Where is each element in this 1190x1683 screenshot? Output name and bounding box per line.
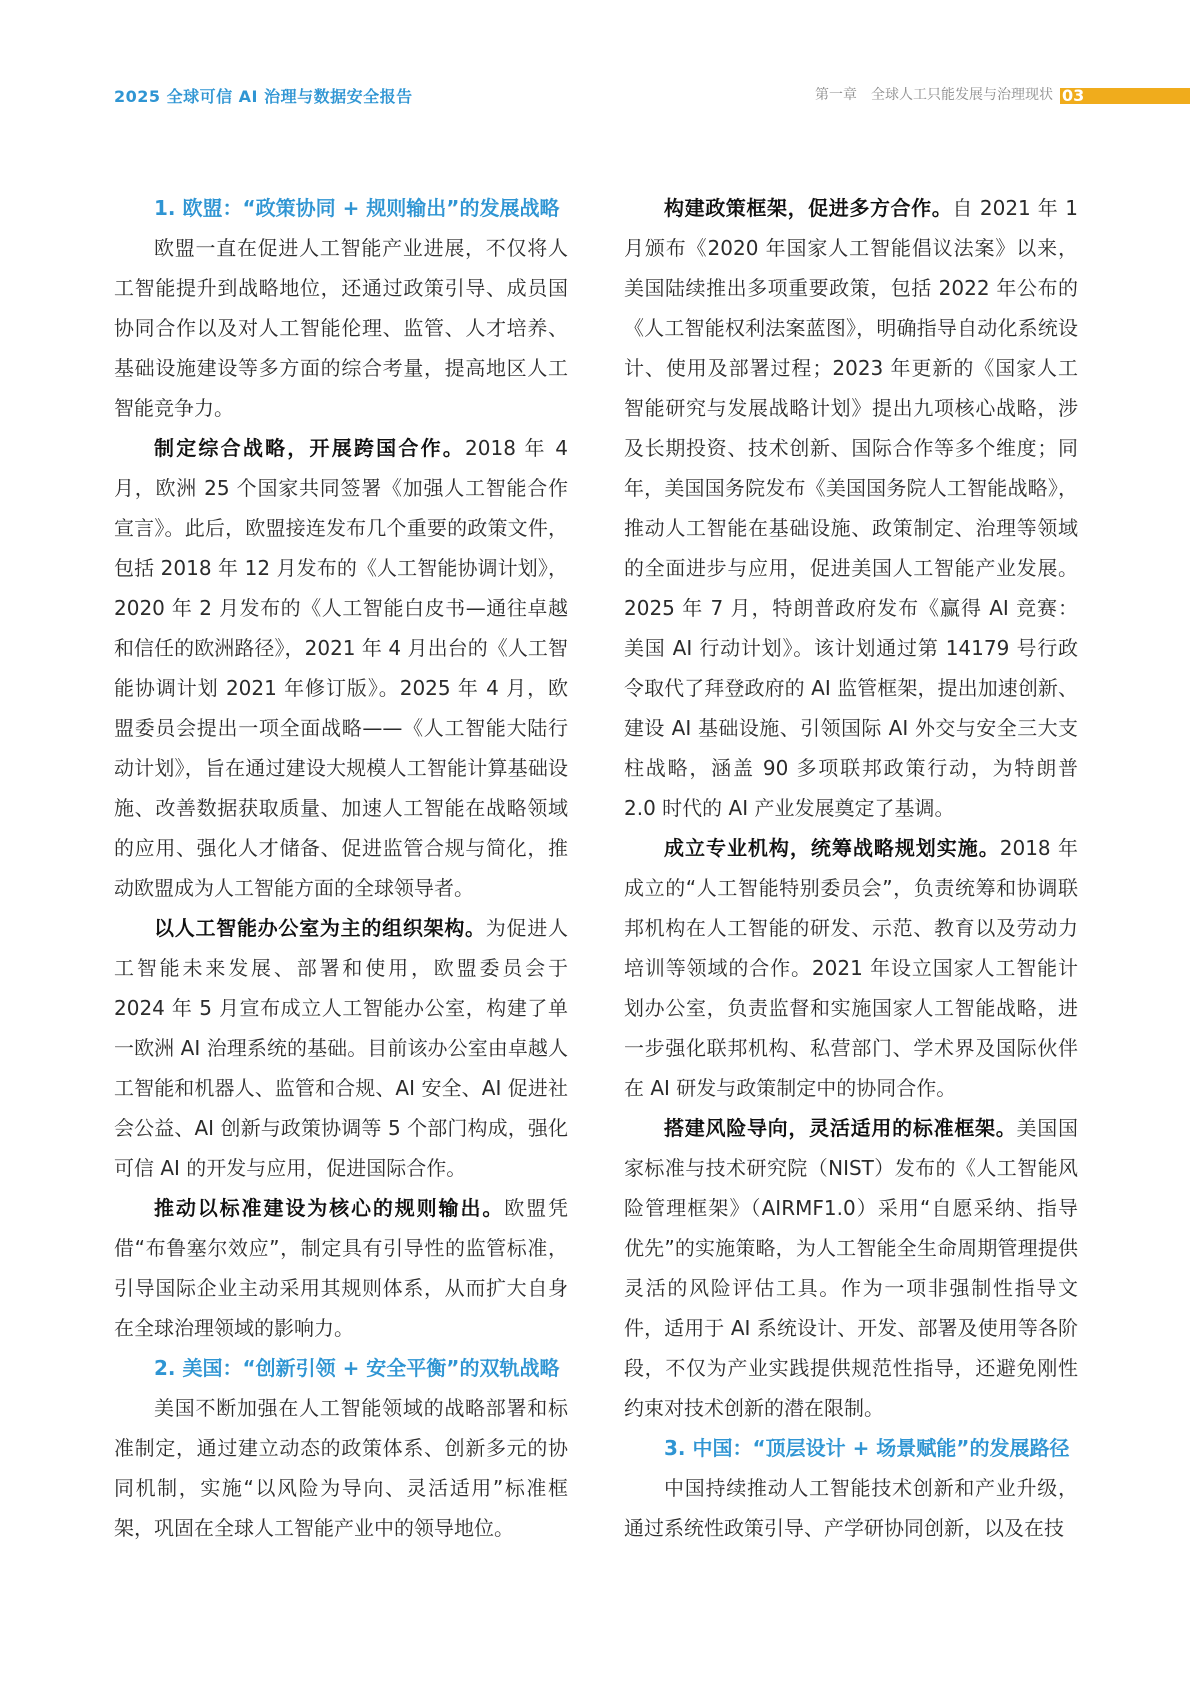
report-title: 2025 全球可信 AI 治理与数据安全报告 — [114, 87, 413, 106]
paragraph-eu-intro: 欧盟一直在促进人工智能产业进展，不仅将人工智能提升到战略地位，还通过政策引导、成员国协同合作以及对人工智能伦理、监管、人才培养、基础设施建设等多方面的综合考量，提高地区人工智能竞争力。 — [114, 236, 568, 420]
left-column — [114, 188, 568, 1548]
paragraph-body: 自 2021 年 1 月颁布《2020 年国家人工智能倡议法案》以来，美国陆续推出多项重要政策，包括 2022 年公布的《人工智能权利法案蓝图》，明确指导自动化系统设计、使用及部署过程；2023 年更新的《国家人工智能研究与发展战略计划》提出九项核心战略，涉及长期投资、技术创新、国际合作等多个维度；同年，美国国务院发布《美国国务院人工智能战略》，推动人工智能在基础设施、政策制定、治理等领域的全面进步与应用，促进美国人工智能产业发展。2025 年 7 月，特朗普政府发布《赢得 AI 竞赛：美国 AI 行动计划》。该计划通过第 14179 号行政令取代了拜登政府的 AI 监管框架，提出加速创新、建设 AI 基础设施、引领国际 AI 外交与安全三大支柱战略，涵盖 90 多项联邦政策行动，为特朗普 2.0 时代的 AI 产业发展奠定了基调。 — [624, 196, 1078, 820]
page-number: 03 — [1062, 86, 1085, 105]
chapter-title: 第一章 全球人工只能发展与治理现状 — [815, 87, 1053, 103]
lead-phrase: 制定综合战略，开展跨国合作。 — [154, 436, 466, 460]
paragraph-china-intro: 中国持续推动人工智能技术创新和产业升级，通过系统性政策引导、产学研协同创新，以及在技 — [624, 1476, 1078, 1540]
paragraph-body: 美国国家标准与技术研究院（NIST）发布的《人工智能风险管理框架》（AIRMF1.0）采用“自愿采纳、指导优先”的实施策略，为人工智能全生命周期管理提供灵活的风险评估工具。作为一项非强制性指导文件，适用于 AI 系统设计、开发、部署及使用等各阶段，不仅为产业实践提供规范性指导，还避免刚性约束对技术创新的潜在限制。 — [624, 1116, 1079, 1420]
paragraph-eu-office — [114, 908, 568, 1188]
paragraph-body: 欧盟凭借“布鲁塞尔效应”，制定具有引导性的监管标准，引导国际企业主动采用其规则体系，从而扩大自身在全球治理领域的影响力。 — [114, 1196, 569, 1340]
paragraph-body: 2018 年成立的“人工智能特别委员会”，负责统筹和协调联邦机构在人工智能的研发、示范、教育以及劳动力培训等领域的合作。2021 年设立国家人工智能计划办公室，负责监督和实施国家人工智能战略，进一步强化联邦机构、私营部门、学术界及国际伙伴在 AI 研发与政策制定中的协同合作。 — [624, 836, 1078, 1100]
lead-phrase: 推动以标准建设为核心的规则输出。 — [154, 1196, 505, 1220]
lead-phrase: 成立专业机构，统筹战略规划实施。 — [664, 836, 1000, 860]
paragraph-eu-strategy — [114, 428, 568, 908]
lead-phrase: 以人工智能办公室为主的组织架构。 — [154, 916, 486, 940]
section-heading-china: 3. 中国：“顶层设计 + 场景赋能”的发展路径 — [664, 1436, 1070, 1460]
lead-phrase: 构建政策框架，促进多方合作。 — [664, 196, 953, 220]
paragraph-us-intro: 美国不断加强在人工智能领域的战略部署和标准制定，通过建立动态的政策体系、创新多元的协同机制，实施“以风险为导向、灵活适用”标准框架，巩固在全球人工智能产业中的领导地位。 — [114, 1396, 568, 1540]
paragraph-body: 2018 年 4 月，欧洲 25 个国家共同签署《加强人工智能合作宣言》。此后，欧盟接连发布几个重要的政策文件，包括 2018 年 12 月发布的《人工智能协调计划》，2020 年 2 月发布的《人工智能白皮书—通往卓越和信任的欧洲路径》，2021 年 4 月出台的《人工智能协调计划 2021 年修订版》。2025 年 4 月，欧盟委员会提出一项全面战略——《人工智能大陆行动计划》，旨在通过建设大规模人工智能计算基础设施、改善数据获取质量、加速人工智能在战略领域的应用、强化人才储备、促进监管合规与简化，推动欧盟成为人工智能方面的全球领导者。 — [114, 436, 568, 900]
section-heading-us: 2. 美国：“创新引领 + 安全平衡”的双轨战略 — [154, 1356, 560, 1380]
paragraph-body: 为促进人工智能未来发展、部署和使用，欧盟委员会于 2024 年 5 月宣布成立人工智能办公室，构建了单一欧洲 AI 治理系统的基础。目前该办公室由卓越人工智能和机器人、监管和合规、AI 安全、AI 促进社会公益、AI 创新与政策协调等 5 个部门构成，强化可信 AI 的开发与应用，促进国际合作。 — [114, 916, 569, 1180]
right-column — [624, 188, 1078, 1548]
paragraph-us-policy — [624, 188, 1078, 828]
paragraph-eu-standards — [114, 1188, 568, 1348]
paragraph-us-framework — [624, 1108, 1078, 1428]
lead-phrase: 搭建风险导向，灵活适用的标准框架。 — [664, 1116, 1017, 1140]
paragraph-us-agencies — [624, 828, 1078, 1108]
section-heading-eu: 1. 欧盟：“政策协同 + 规则输出”的发展战略 — [154, 196, 560, 220]
